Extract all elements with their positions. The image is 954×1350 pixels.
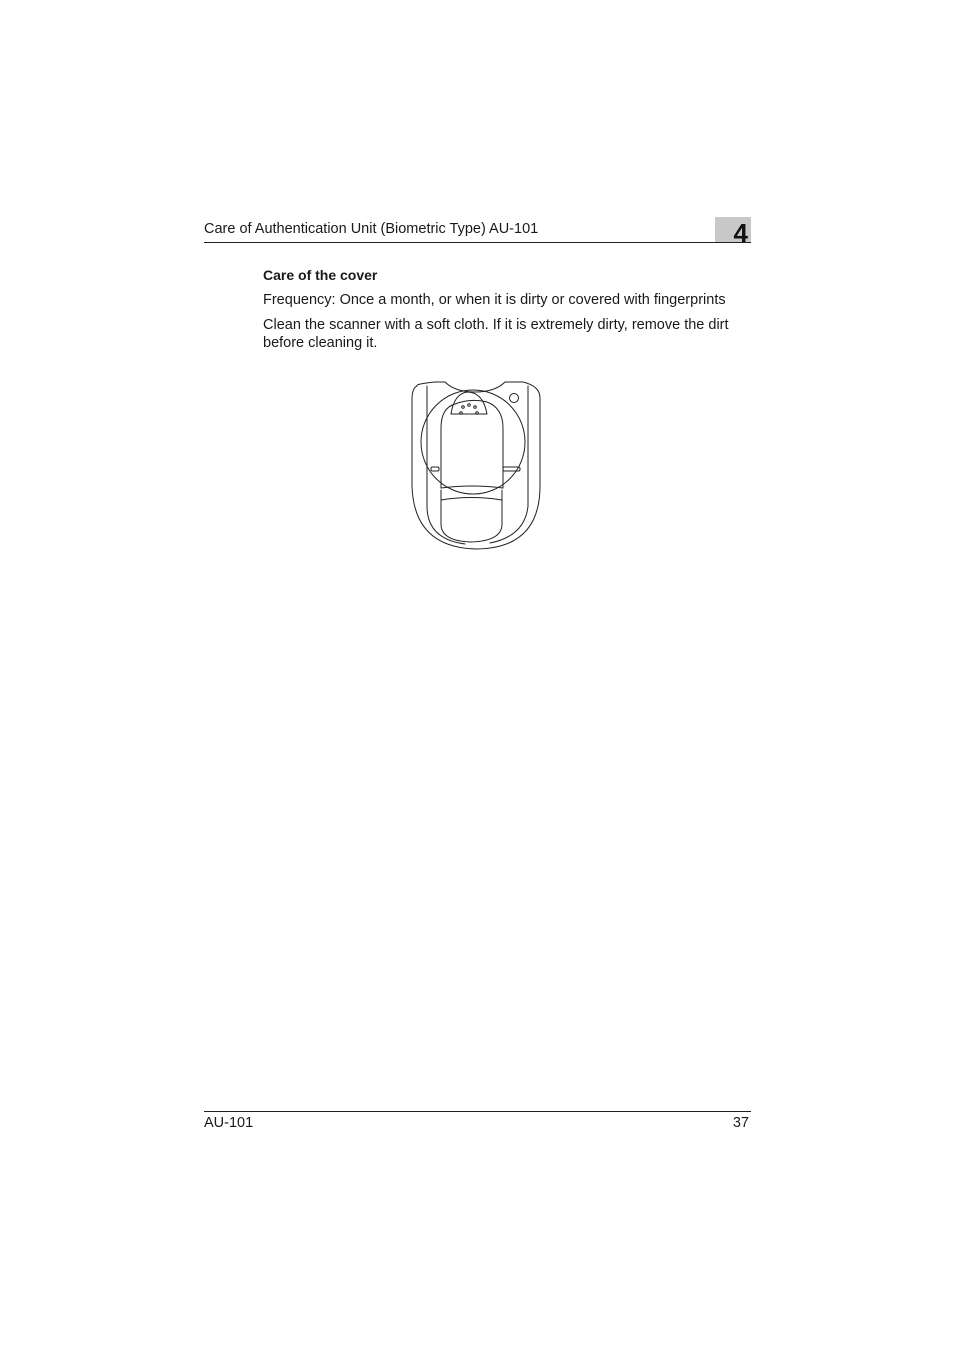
header-title: Care of Authentication Unit (Biometric Type) AU-101 — [204, 221, 539, 237]
header-divider — [204, 242, 751, 243]
footer-divider — [204, 1111, 751, 1112]
instruction-paragraph: Clean the scanner with a soft cloth. If it is extremely dirty, remove the dirt before cleaning it. — [263, 317, 729, 351]
footer-page-number: 37 — [732, 1115, 749, 1131]
footer-product: AU-101 — [204, 1115, 254, 1131]
scanner-cover-circle — [421, 390, 525, 494]
status-led-icon — [510, 394, 519, 403]
section-heading: Care of the cover — [263, 267, 378, 283]
scanner-lower-ledge — [441, 498, 502, 501]
sensor-dot — [460, 412, 463, 415]
sensor-dot — [476, 412, 479, 415]
left-slot — [431, 467, 439, 471]
biometric-scanner-illustration — [405, 376, 550, 556]
scanner-window-lower-edge — [441, 486, 503, 488]
sensor-dot — [468, 404, 471, 407]
scanner-inner-right-rail — [490, 386, 528, 543]
chapter-tab — [715, 217, 751, 248]
sensor-dot — [462, 406, 465, 409]
frequency-paragraph: Frequency: Once a month, or when it is dirty or covered with fingerprints — [263, 292, 726, 308]
chapter-number: 4 — [733, 218, 748, 248]
sensor-dot — [474, 406, 477, 409]
